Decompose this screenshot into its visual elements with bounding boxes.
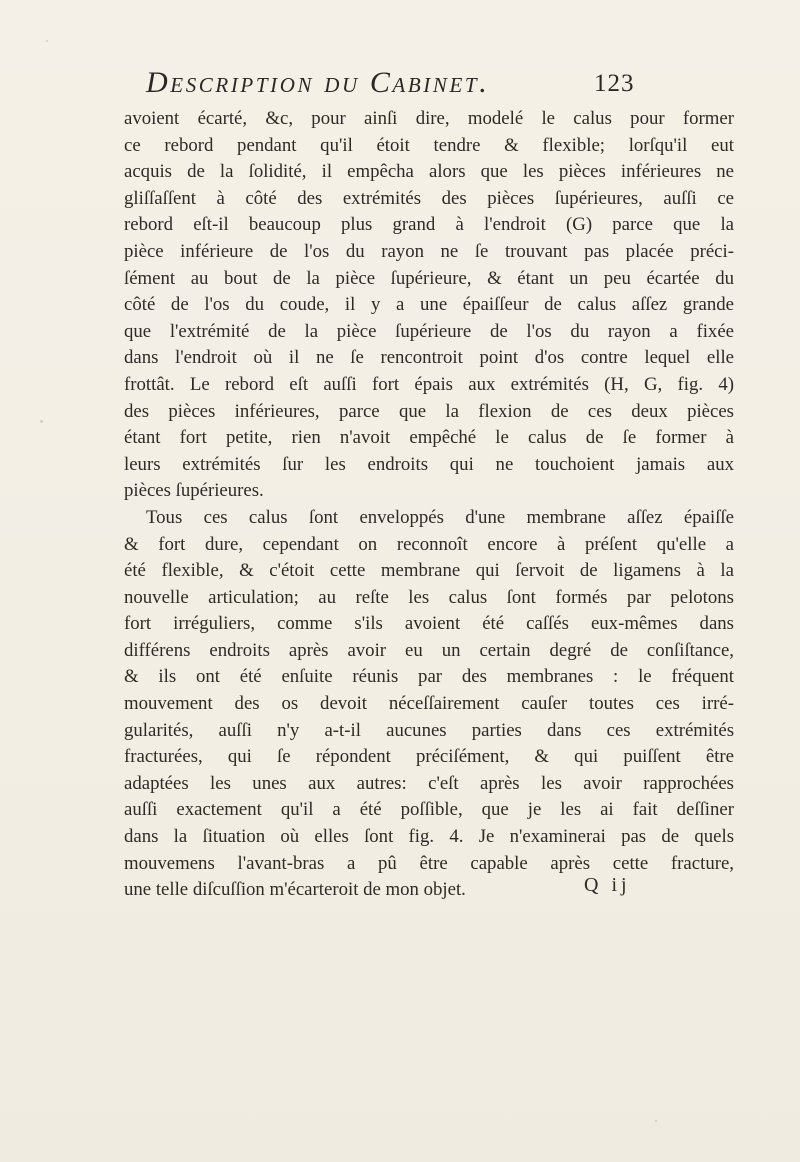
text-line: mouvement des os devoit néceſſairement cauſer toutes ces irré-	[124, 693, 734, 715]
text-line: rebord eſt-il beaucoup plus grand à l'endroit (G) parce que la	[124, 214, 734, 236]
paper-speck	[40, 420, 43, 423]
running-head-title: Description du Cabinet.	[146, 66, 490, 99]
running-head	[146, 66, 635, 106]
text-line: mouvemens l'avant-bras a pû être capable après cette fracture,	[124, 852, 734, 874]
signature-mark: Q ij	[584, 874, 631, 896]
text-line: pièce inférieure de l'os du rayon ne ſe trouvant pas placée préci-	[124, 240, 734, 262]
text-line: nouvelle articulation; au reſte les calus ſont formés par pelotons	[124, 586, 734, 608]
text-line: & ils ont été enſuite réunis par des membranes : le fréquent	[124, 666, 734, 688]
text-line: été flexible, & c'étoit cette membrane qui ſervoit de ligamens à la	[124, 560, 734, 582]
text-line: dans l'endroit où il ne ſe rencontroit point d'os contre lequel elle	[124, 347, 734, 369]
text-line: que l'extrémité de la pièce ſupérieure de l'os du rayon a fixée	[124, 320, 734, 342]
text-line: une telle diſcuſſion m'écarteroit de mon objet.	[124, 879, 466, 901]
text-line: gliſſaſſent à côté des extrémités des pièces ſupérieures, auſſi ce	[124, 187, 734, 209]
text-line: des pièces inférieures, parce que la flexion de ces deux pièces	[124, 400, 734, 422]
text-line: fracturées, qui ſe répondent préciſément, & qui puiſſent être	[124, 746, 734, 768]
text-line: leurs extrémités ſur les endroits qui ne touchoient jamais aux	[124, 453, 734, 475]
paper-speck	[46, 40, 48, 42]
text-line: ce rebord pendant qu'il étoit tendre & flexible; lorſqu'il eut	[124, 134, 734, 156]
page-number: 123	[594, 70, 635, 97]
paper-speck	[655, 1120, 657, 1122]
text-line: côté de l'os du coude, il y a une épaiſſeur de calus aſſez grande	[124, 294, 734, 316]
text-line: étant fort petite, rien n'avoit empêché le calus de ſe former à	[124, 427, 734, 449]
text-line: pièces ſupérieures.	[124, 480, 264, 502]
text-line: adaptées les unes aux autres: c'eſt après les avoir rapprochées	[124, 772, 734, 794]
text-line: différens endroits après avoir eu un certain degré de conſiſtance,	[124, 639, 734, 661]
text-line: auſſi exactement qu'il a été poſſible, que je les ai fait deſſiner	[124, 799, 734, 821]
body-text	[124, 106, 734, 904]
text-line: fort irréguliers, comme s'ils avoient été caſſés eux-mêmes dans	[124, 613, 734, 635]
text-line: avoient écarté, &c, pour ainſi dire, modelé le calus pour former	[124, 108, 734, 129]
text-line: ſément au bout de la pièce ſupérieure, & étant un peu écartée du	[124, 267, 734, 289]
text-line: acquis de la ſolidité, il empêcha alors que les pièces inférieures ne	[124, 161, 734, 183]
text-line: frottât. Le rebord eſt auſſi fort épais aux extrémités (H, G, fig. 4)	[124, 373, 734, 395]
paragraph-start-line: Tous ces calus ſont enveloppés d'une membrane aſſez épaiſſe	[146, 506, 734, 528]
text-line: gularités, auſſi n'y a-t-il aucunes parties dans ces extrémités	[124, 719, 734, 741]
text-line: dans la ſituation où elles ſont fig. 4. Je n'examinerai pas de quels	[124, 826, 734, 848]
text-line: & fort dure, cependant on reconnoît encore à préſent qu'elle a	[124, 533, 734, 555]
